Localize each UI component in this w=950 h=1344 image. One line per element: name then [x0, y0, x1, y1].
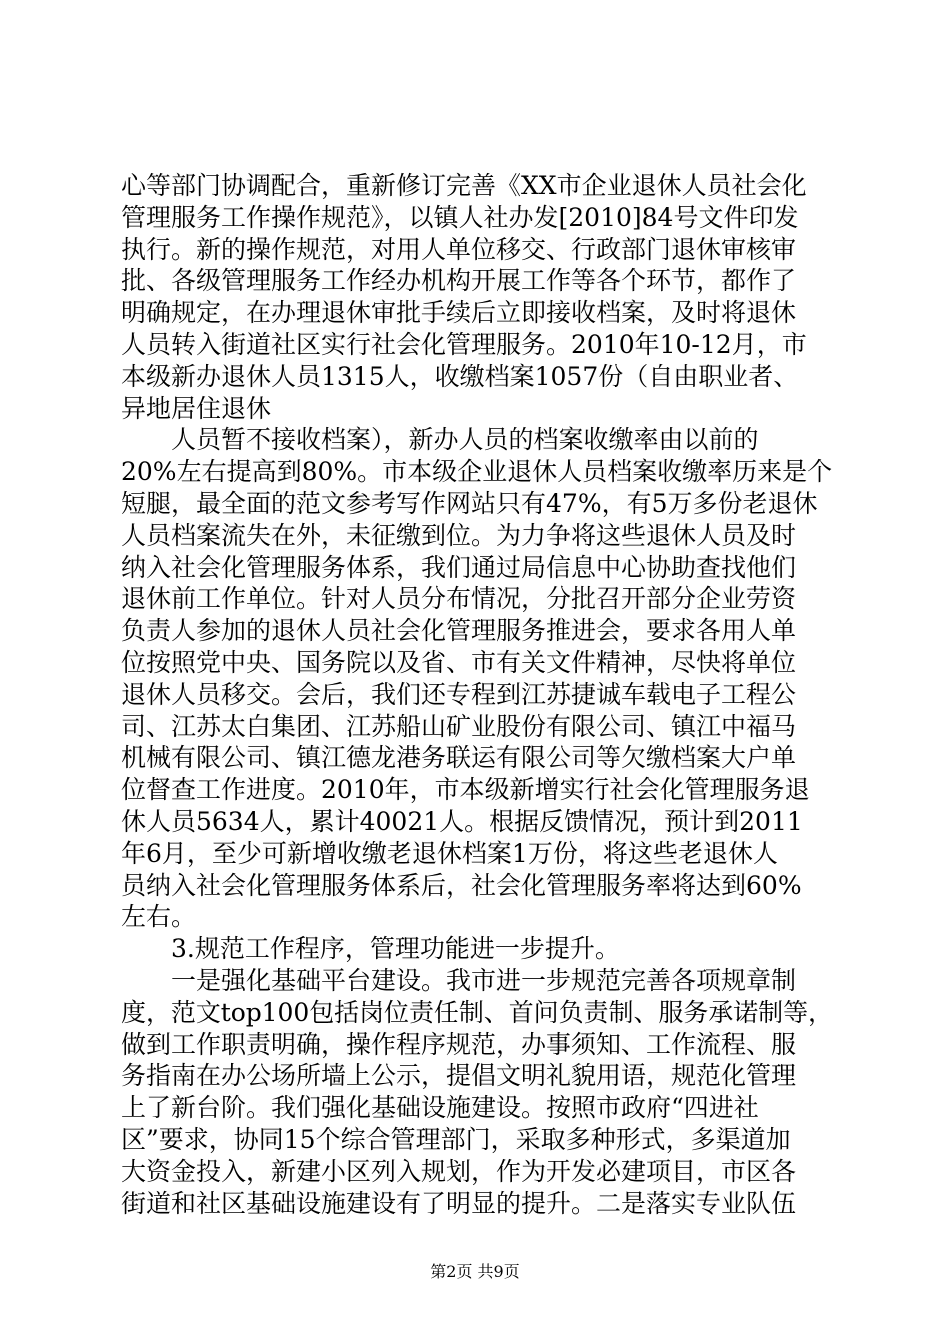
text-line: 上了新台阶。我们强化基础设施建设。按照市政府“四进社	[121, 1093, 759, 1123]
text-line: 人员暂不接收档案），新办人员的档案收缴率由以前的	[121, 425, 759, 455]
text-line: 异地居住退休	[121, 393, 272, 423]
text-line: 执行。新的操作规范，对用人单位移交、行政部门退休审核审	[121, 234, 797, 264]
text-line: 机械有限公司、镇江德龙港务联运有限公司等欠缴档案大户单	[121, 743, 797, 773]
page-footer: 第2页 共9页	[430, 1262, 520, 1281]
text-line: 人员档案流失在外，未征缴到位。为力争将这些退休人员及时	[121, 520, 797, 550]
text-line: 管理服务工作操作规范》，以镇人社办发[2010]84号文件印发	[121, 202, 799, 232]
text-line: 年6月，至少可新增收缴老退休档案1万份，将这些老退休人	[121, 838, 778, 868]
text-line: 位督查工作进度。2010年，市本级新增实行社会化管理服务退	[121, 775, 810, 805]
text-line: 20%左右提高到80%。市本级企业退休人员档案收缴率历来是个	[121, 457, 833, 487]
text-line: 做到工作职责明确，操作程序规范，办事须知、工作流程、服	[121, 1029, 797, 1059]
text-line: 区”要求，协同15个综合管理部门，采取多种形式，多渠道加	[121, 1124, 791, 1154]
text-line: 负责人参加的退休人员社会化管理服务推进会，要求各用人单	[121, 616, 797, 646]
text-line: 务指南在办公场所墙上公示，提倡文明礼貌用语，规范化管理	[121, 1061, 797, 1091]
text-line: 明确规定，在办理退休审批手续后立即接收档案，及时将退休	[121, 298, 797, 328]
text-line: 纳入社会化管理服务体系，我们通过局信息中心协助查找他们	[121, 552, 797, 582]
text-line: 本级新办退休人员1315人，收缴档案1057份（自由职业者、	[121, 361, 799, 391]
text-line: 员纳入社会化管理服务体系后，社会化管理服务率将达到60%	[121, 870, 802, 900]
text-line: 短腿，最全面的范文参考写作网站只有47%，有5万多份老退休	[121, 488, 818, 518]
text-line: 位按照党中央、国务院以及省、市有关文件精神，尽快将单位	[121, 647, 797, 677]
body-text	[121, 170, 833, 1219]
text-line: 一是强化基础平台建设。我市进一步规范完善各项规章制	[121, 965, 797, 995]
text-line: 退休人员移交。会后，我们还专程到江苏捷诚车载电子工程公	[121, 679, 797, 709]
text-line: 心等部门协调配合，重新修订完善《XX市企业退休人员社会化	[121, 171, 807, 200]
text-line: 休人员5634人，累计40021人。根据反馈情况，预计到2011	[121, 806, 803, 836]
text-line: 人员转入街道社区实行社会化管理服务。2010年10-12月，市	[121, 329, 807, 359]
text-line: 司、江苏太白集团、江苏船山矿业股份有限公司、镇江中福马	[121, 711, 797, 741]
text-line: 度，范文top100包括岗位责任制、首问负责制、服务承诺制等，	[121, 997, 833, 1027]
section-heading: 3.规范工作程序，管理功能进一步提升。	[121, 934, 620, 964]
text-line: 退休前工作单位。针对人员分布情况，分批召开部分企业劳资	[121, 584, 797, 614]
text-line: 左右。	[121, 902, 197, 932]
text-line: 街道和社区基础设施建设有了明显的提升。二是落实专业队伍	[121, 1188, 797, 1218]
text-line: 大资金投入，新建小区列入规划，作为开发必建项目，市区各	[121, 1156, 797, 1186]
text-line: 批、各级管理服务工作经办机构开展工作等各个环节，都作了	[121, 266, 797, 296]
